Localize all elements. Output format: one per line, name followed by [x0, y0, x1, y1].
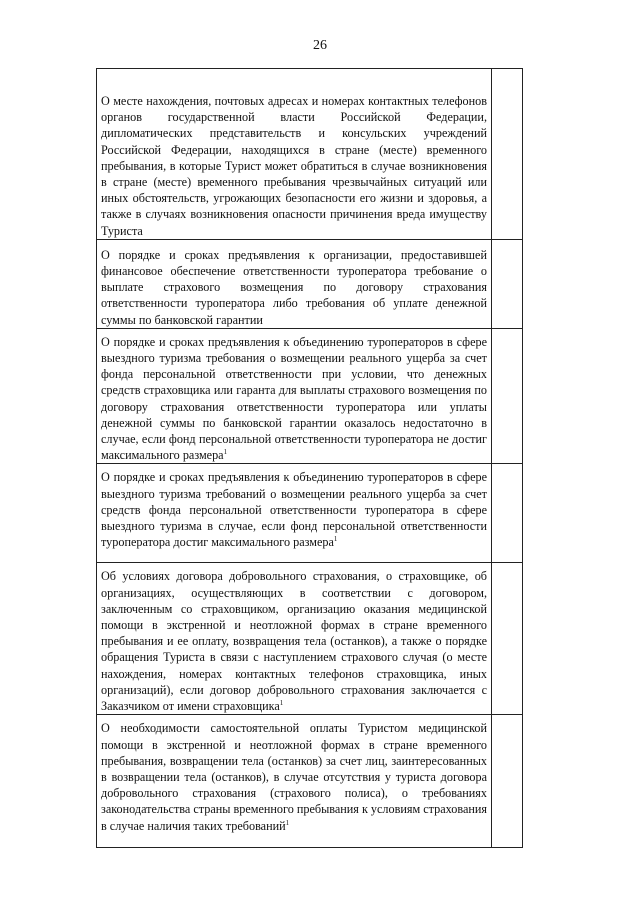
table-row	[97, 239, 523, 328]
item-text: О порядке и сроках предъявления к объединению туроператоров в сфере выездного туризма требований о возмещении реального ущерба за счет средств фонда персональной ответственности туроператора в сфере выездного туризма в случае, если фонд персональной ответственности туроператора достиг максимального размера	[101, 470, 487, 550]
item-mark-cell[interactable]	[492, 464, 523, 563]
item-description-cell	[97, 464, 492, 563]
item-description-cell	[97, 69, 492, 240]
footnote-mark: 1	[285, 818, 290, 827]
item-description-cell	[97, 239, 492, 328]
item-mark-cell[interactable]	[492, 69, 523, 240]
table-row	[97, 563, 523, 715]
footnote-mark: 1	[279, 699, 284, 708]
item-mark-cell[interactable]	[492, 328, 523, 464]
item-mark-cell[interactable]	[492, 715, 523, 848]
table-row	[97, 69, 523, 240]
item-text: О порядке и сроках предъявления к организации, предоставившей финансовое обеспечение ответственности туроператора требование о выплате страхового возмещения по договору страхования ответственности туроператора либо требования об уплате денежной суммы по банковской гарантии	[101, 247, 487, 327]
item-text: О порядке и сроках предъявления к объединению туроператоров в сфере выездного туризма требования о возмещении реального ущерба за счет фонда персональной ответственности при условии, что денежных средств страховщика или гаранта для выплаты страхового возмещения по договору страхования ответственности туроператора или уплаты денежной суммы по банковской гарантии оказалось недостаточно в случае, если фонд персональной ответственности туроператора не достиг максимального размера	[101, 334, 487, 463]
footnote-mark: 1	[223, 448, 228, 457]
page-number: 26	[313, 38, 327, 53]
information-checklist-table	[96, 68, 523, 848]
item-description-cell	[97, 328, 492, 464]
table-row	[97, 715, 523, 848]
table-row	[97, 464, 523, 563]
item-text: О месте нахождения, почтовых адресах и номерах контактных телефонов органов государственной власти Российской Федерации, дипломатических представительств и консульских учреждений Российской Федерации, находящихся в стране (месте) временного пребывания, в которые Турист может обратиться в случае возникновения в стране (месте) временного пребывания чрезвычайных ситуаций или иных обстоятельств, угрожающих безопасности его жизни и здоровья, а также в случаях возникновения опасности причинения вреда имуществу Туриста	[101, 94, 487, 238]
item-mark-cell[interactable]	[492, 239, 523, 328]
table-row	[97, 328, 523, 464]
item-text: Об условиях договора добровольного страхования, о страховщике, об организациях, осуществляющих в соответствии с договором, заключенным со страховщиком, организацию оказания медицинской помощи в экстренной и неотложной формах в стране временного пребывания и ее оплату, возвращения тела (останков), а также о порядке обращения Туриста в связи с наступлением страхового случая (о месте нахождения, номерах контактных телефонов страховщика, иных организаций), если договор добровольного страхования заключается с Заказчиком от имени страховщика	[101, 569, 487, 714]
item-mark-cell[interactable]	[492, 563, 523, 715]
item-text: О необходимости самостоятельной оплаты Туристом медицинской помощи в экстренной и неотложной формах в стране временного пребывания, возвращении тела (останков) за счет лиц, заинтересованных в возвращении тела (останков), в случае отсутствия у туриста договора добровольного страхования (страхового полиса), о требованиях законодательства страны временного пребывания к условиям страхования в случае наличия таких требований	[101, 721, 488, 833]
footnote-mark: 1	[333, 535, 338, 544]
item-description-cell	[97, 563, 492, 715]
item-description-cell	[97, 715, 492, 848]
